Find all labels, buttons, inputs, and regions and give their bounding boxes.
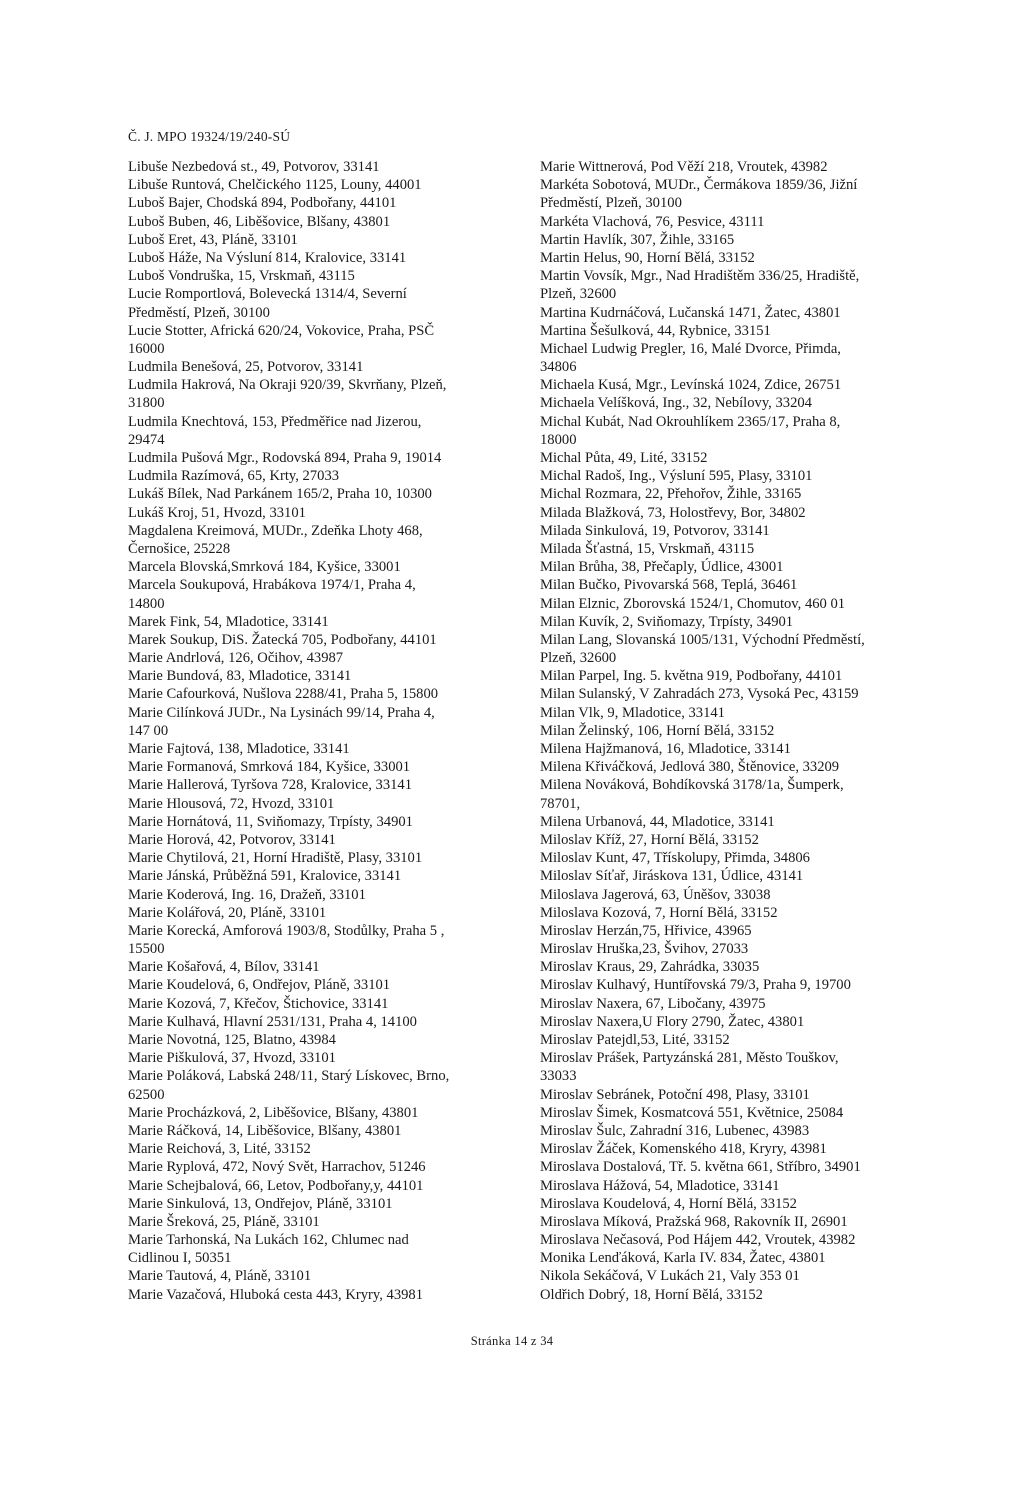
address-entry-line: Michaela Velíšková, Ing., 32, Nebílovy, 33204	[540, 395, 812, 412]
address-entry-line: Marie Bundová, 83, Mladotice, 33141	[128, 668, 352, 685]
address-entry-line: Martin Helus, 90, Horní Bělá, 33152	[540, 249, 755, 266]
address-entry-line: 62500	[128, 1086, 165, 1103]
address-entry-line: Předměstí, Plzeň, 30100	[128, 304, 270, 321]
address-entry-line: Miroslav Šimek, Kosmatcová 551, Květnice, 25084	[540, 1104, 844, 1121]
address-entry-line: Marie Kozová, 7, Křečov, Štichovice, 33141	[128, 995, 389, 1012]
address-entry-line: Černošice, 25228	[128, 540, 231, 557]
address-entry-line: Milan Bučko, Pivovarská 568, Teplá, 36461	[540, 577, 798, 594]
address-entry-line: Milan Vlk, 9, Mladotice, 33141	[540, 704, 725, 721]
address-entry-line: Milan Elznic, Zborovská 1524/1, Chomutov, 460 01	[540, 595, 846, 612]
address-entry-line: Milan Želinský, 106, Horní Bělá, 33152	[540, 722, 775, 739]
address-entry-line: Miloslav Kunt, 47, Třískolupy, Přimda, 34806	[540, 850, 810, 867]
address-entry-line: Michal Půta, 49, Lité, 33152	[540, 450, 708, 466]
address-entry-line: Marie Hallerová, Tyršova 728, Kralovice, 33141	[128, 777, 413, 794]
address-entry-line: Milena Nováková, Bohdíkovská 3178/1a, Šumperk,	[540, 777, 844, 794]
address-entry-line: Luboš Eret, 43, Pláně, 33101	[128, 231, 298, 248]
address-entry-line: Milan Kuvík, 2, Sviňomazy, Trpísty, 34901	[540, 613, 794, 630]
address-entry-line: Martina Šešulková, 44, Rybnice, 33151	[540, 322, 771, 339]
address-entry-line: Marie Piškulová, 37, Hvozd, 33101	[128, 1050, 336, 1067]
address-entry-line: Plzeň, 32600	[540, 286, 617, 303]
address-entry-line: Marie Schejbalová, 66, Letov, Podbořany,y, 44101	[128, 1177, 424, 1194]
address-entry-line: Martin Havlík, 307, Žihle, 33165	[540, 231, 735, 248]
address-entry-line: Ludmila Benešová, 25, Potvorov, 33141	[128, 359, 364, 376]
address-entry-line: Marie Formanová, Smrková 184, Kyšice, 33001	[128, 759, 411, 776]
address-entry-line: Lucie Stotter, Africká 620/24, Vokovice, Praha, PSČ	[128, 322, 435, 339]
address-entry-line: Marie Vazačová, Hluboká cesta 443, Kryry, 43981	[128, 1286, 424, 1303]
address-entry-line: Miroslava Koudelová, 4, Horní Bělá, 33152	[540, 1195, 797, 1212]
address-entry-line: Ludmila Hakrová, Na Okraji 920/39, Skvrňany, Plzeň,	[128, 377, 447, 394]
address-entry-line: Marie Sinkulová, 13, Ondřejov, Pláně, 33101	[128, 1195, 393, 1212]
address-entry-line: Libuše Nezbedová st., 49, Potvorov, 33141	[128, 159, 380, 175]
address-entry-line: Miroslav Žáček, Komenského 418, Kryry, 43981	[540, 1141, 827, 1158]
address-entry-line: Luboš Háže, Na Výsluní 814, Kralovice, 33141	[128, 249, 407, 266]
address-entry-line: Milan Parpel, Ing. 5. května 919, Podbořany, 44101	[540, 668, 843, 685]
address-entry-line: Miroslava Míková, Pražská 968, Rakovník II, 26901	[540, 1213, 848, 1230]
address-entry-line: Marie Cilínková JUDr., Na Lysinách 99/14, Praha 4,	[128, 704, 435, 721]
address-entry-line: Magdalena Kreimová, MUDr., Zdeňka Lhoty 468,	[128, 522, 423, 539]
address-entry-line: Miroslav Šulc, Zahradní 316, Lubenec, 43983	[540, 1122, 810, 1139]
address-entry-line: 34806	[540, 359, 577, 376]
address-entry-line: Marie Košařová, 4, Bílov, 33141	[128, 959, 320, 976]
address-entry-line: Miloslava Jagerová, 63, Úněšov, 33038	[540, 886, 771, 903]
address-entry-line: Marie Hlousová, 72, Hvozd, 33101	[128, 795, 335, 812]
address-entry-line: Miloslava Kozová, 7, Horní Bělá, 33152	[540, 904, 778, 921]
right-address-column	[540, 158, 880, 1304]
address-entry-line: Luboš Bajer, Chodská 894, Podbořany, 44101	[128, 195, 397, 212]
address-entry-line: Miroslava Nečasová, Pod Hájem 442, Vroutek, 43982	[540, 1232, 856, 1249]
address-entry-line: Miroslava Hážová, 54, Mladotice, 33141	[540, 1177, 780, 1194]
address-entry-line: Marek Soukup, DiS. Žatecká 705, Podbořany, 44101	[128, 631, 437, 648]
address-entry-line: Markéta Vlachová, 76, Pesvice, 43111	[540, 213, 765, 230]
address-entry-line: Marie Cafourková, Nušlova 2288/41, Praha 5, 15800	[128, 686, 439, 703]
address-entry-line: Miroslav Naxera, 67, Libočany, 43975	[540, 995, 766, 1012]
address-entry-line: 16000	[128, 340, 165, 357]
address-entry-line: Marie Chytilová, 21, Horní Hradiště, Plasy, 33101	[128, 850, 423, 867]
address-entry-line: Ludmila Pušová Mgr., Rodovská 894, Praha 9, 19014	[128, 450, 442, 466]
address-entry-line: Marie Reichová, 3, Lité, 33152	[128, 1141, 311, 1158]
address-entry-line: Milada Šťastná, 15, Vrskmaň, 43115	[540, 540, 755, 557]
address-entry-line: Miloslav Kříž, 27, Horní Bělá, 33152	[540, 831, 759, 848]
address-entry-line: Marie Šreková, 25, Pláně, 33101	[128, 1213, 320, 1230]
address-entry-line: Marie Ryplová, 472, Nový Svět, Harrachov, 51246	[128, 1159, 426, 1176]
address-entry-line: Miroslav Hruška,23, Švihov, 27033	[540, 941, 749, 958]
document-reference-number: Č. J. MPO 19324/19/240-SÚ	[128, 129, 291, 144]
address-entry-line: Luboš Vondruška, 15, Vrskmaň, 43115	[128, 268, 355, 285]
address-entry-line: Marie Poláková, Labská 248/11, Starý Lískovec, Brno,	[128, 1068, 450, 1085]
address-entry-line: Monika Lenďáková, Karla IV. 834, Žatec, 43801	[540, 1250, 826, 1267]
address-entry-line: Miloslav Síťař, Jiráskova 131, Údlice, 43141	[540, 868, 804, 885]
address-entry-line: 33033	[540, 1068, 577, 1085]
address-entry-line: Markéta Sobotová, MUDr., Čermákova 1859/36, Jižní	[540, 177, 858, 194]
address-entry-line: Miroslav Patejdl,53, Lité, 33152	[540, 1032, 730, 1048]
address-entry-line: Cidlinou I, 50351	[128, 1250, 232, 1267]
address-entry-line: Marie Tarhonská, Na Lukách 162, Chlumec nad	[128, 1232, 409, 1249]
address-entry-line: 78701,	[540, 795, 581, 812]
address-entry-line: Milan Brůha, 38, Přečaply, Údlice, 43001	[540, 559, 784, 576]
address-entry-line: Michal Rozmara, 22, Přehořov, Žihle, 33165	[540, 486, 802, 503]
address-entry-line: Marie Novotná, 125, Blatno, 43984	[128, 1032, 336, 1048]
address-entry-line: 15500	[128, 941, 165, 958]
address-entry-line: Marie Hornátová, 11, Sviňomazy, Trpísty, 34901	[128, 813, 413, 830]
address-entry-line: Marie Tautová, 4, Pláně, 33101	[128, 1268, 312, 1285]
address-entry-line: Marie Jánská, Průběžná 591, Kralovice, 33141	[128, 868, 402, 885]
address-entry-line: 31800	[128, 395, 165, 412]
address-entry-line: Martin Vovsík, Mgr., Nad Hradištěm 336/25, Hradiště,	[540, 268, 860, 285]
address-entry-line: Marek Fink, 54, Mladotice, 33141	[128, 613, 329, 630]
address-entry-line: Michal Radoš, Ing., Výsluní 595, Plasy, 33101	[540, 468, 813, 485]
address-entry-line: Marie Kulhavá, Hlavní 2531/131, Praha 4, 14100	[128, 1013, 417, 1030]
address-entry-line: Miroslav Kulhavý, Huntířovská 79/3, Praha 9, 19700	[540, 977, 851, 994]
address-entry-line: 14800	[128, 595, 165, 612]
address-entry-line: Libuše Runtová, Chelčického 1125, Louny, 44001	[128, 177, 422, 194]
address-entry-line: Ludmila Knechtová, 153, Předměřice nad Jizerou,	[128, 413, 422, 430]
address-entry-line: Miroslav Prášek, Partyzánská 281, Město Touškov,	[540, 1050, 839, 1067]
address-entry-line: Milena Hajžmanová, 16, Mladotice, 33141	[540, 741, 791, 757]
left-address-column	[128, 158, 466, 1304]
address-entry-line: Marie Andrlová, 126, Očihov, 43987	[128, 650, 344, 667]
address-entry-line: Miroslav Naxera,U Flory 2790, Žatec, 43801	[540, 1013, 805, 1030]
address-entry-line: Ludmila Razímová, 65, Krty, 27033	[128, 468, 340, 485]
address-entry-line: Miroslav Herzán,75, Hřivice, 43965	[540, 922, 752, 939]
address-entry-line: Marie Horová, 42, Potvorov, 33141	[128, 831, 336, 848]
address-entry-line: Marie Korecká, Amforová 1903/8, Stodůlky, Praha 5 ,	[128, 922, 445, 939]
address-entry-line: Michal Kubát, Nad Okrouhlíkem 2365/17, Praha 8,	[540, 413, 841, 430]
address-entry-line: Luboš Buben, 46, Liběšovice, Blšany, 43801	[128, 213, 391, 230]
address-entry-line: Marie Koudelová, 6, Ondřejov, Pláně, 33101	[128, 977, 391, 994]
address-entry-line: Milena Křiváčková, Jedlová 380, Štěnovice, 33209	[540, 759, 840, 776]
address-entry-line: Marcela Blovská,Smrková 184, Kyšice, 33001	[128, 559, 401, 576]
address-entry-line: Marie Koderová, Ing. 16, Dražeň, 33101	[128, 886, 366, 903]
address-entry-line: Marie Kolářová, 20, Pláně, 33101	[128, 904, 327, 921]
address-entry-line: Marie Fajtová, 138, Mladotice, 33141	[128, 741, 350, 757]
address-entry-line: Marie Procházková, 2, Liběšovice, Blšany, 43801	[128, 1104, 419, 1121]
address-entry-line: Martina Kudrnáčová, Lučanská 1471, Žatec, 43801	[540, 304, 841, 321]
address-entry-line: Michaela Kusá, Mgr., Levínská 1024, Zdice, 26751	[540, 377, 842, 394]
address-entry-line: Marie Ráčková, 14, Liběšovice, Blšany, 43801	[128, 1122, 402, 1139]
address-entry-line: Lukáš Bílek, Nad Parkánem 165/2, Praha 10, 10300	[128, 486, 432, 503]
address-entry-line: Marie Wittnerová, Pod Věží 218, Vroutek, 43982	[540, 159, 828, 175]
address-entry-line: Nikola Sekáčová, V Lukách 21, Valy 353 01	[540, 1268, 800, 1285]
address-entry-line: Miroslav Kraus, 29, Zahrádka, 33035	[540, 959, 760, 976]
address-entry-line: Miroslava Dostalová, Tř. 5. května 661, Stříbro, 34901	[540, 1159, 861, 1176]
address-entry-line: Milan Lang, Slovanská 1005/131, Východní Předměstí,	[540, 631, 865, 648]
address-entry-line: Předměstí, Plzeň, 30100	[540, 195, 682, 212]
address-entry-line: Milan Sulanský, V Zahradách 273, Vysoká Pec, 43159	[540, 686, 859, 703]
address-entry-line: Miroslav Sebránek, Potoční 498, Plasy, 33101	[540, 1086, 810, 1103]
address-entry-line: Milada Blažková, 73, Holostřevy, Bor, 34802	[540, 504, 806, 521]
address-entry-line: Milada Sinkulová, 19, Potvorov, 33141	[540, 522, 770, 539]
address-entry-line: Milena Urbanová, 44, Mladotice, 33141	[540, 813, 775, 830]
address-entry-line: Oldřich Dobrý, 18, Horní Bělá, 33152	[540, 1286, 763, 1303]
page-number: Stránka 14 z 34	[470, 1334, 554, 1348]
address-entry-line: Lucie Romportlová, Bolevecká 1314/4, Severní	[128, 286, 407, 303]
address-entry-line: 29474	[128, 431, 165, 448]
address-entry-line: Michael Ludwig Pregler, 16, Malé Dvorce, Přimda,	[540, 340, 841, 357]
address-entry-line: Plzeň, 32600	[540, 650, 617, 667]
address-entry-line: 147 00	[128, 722, 169, 739]
address-entry-line: 18000	[540, 431, 577, 448]
address-entry-line: Lukáš Kroj, 51, Hvozd, 33101	[128, 504, 306, 521]
address-entry-line: Marcela Soukupová, Hrabákova 1974/1, Praha 4,	[128, 577, 416, 594]
